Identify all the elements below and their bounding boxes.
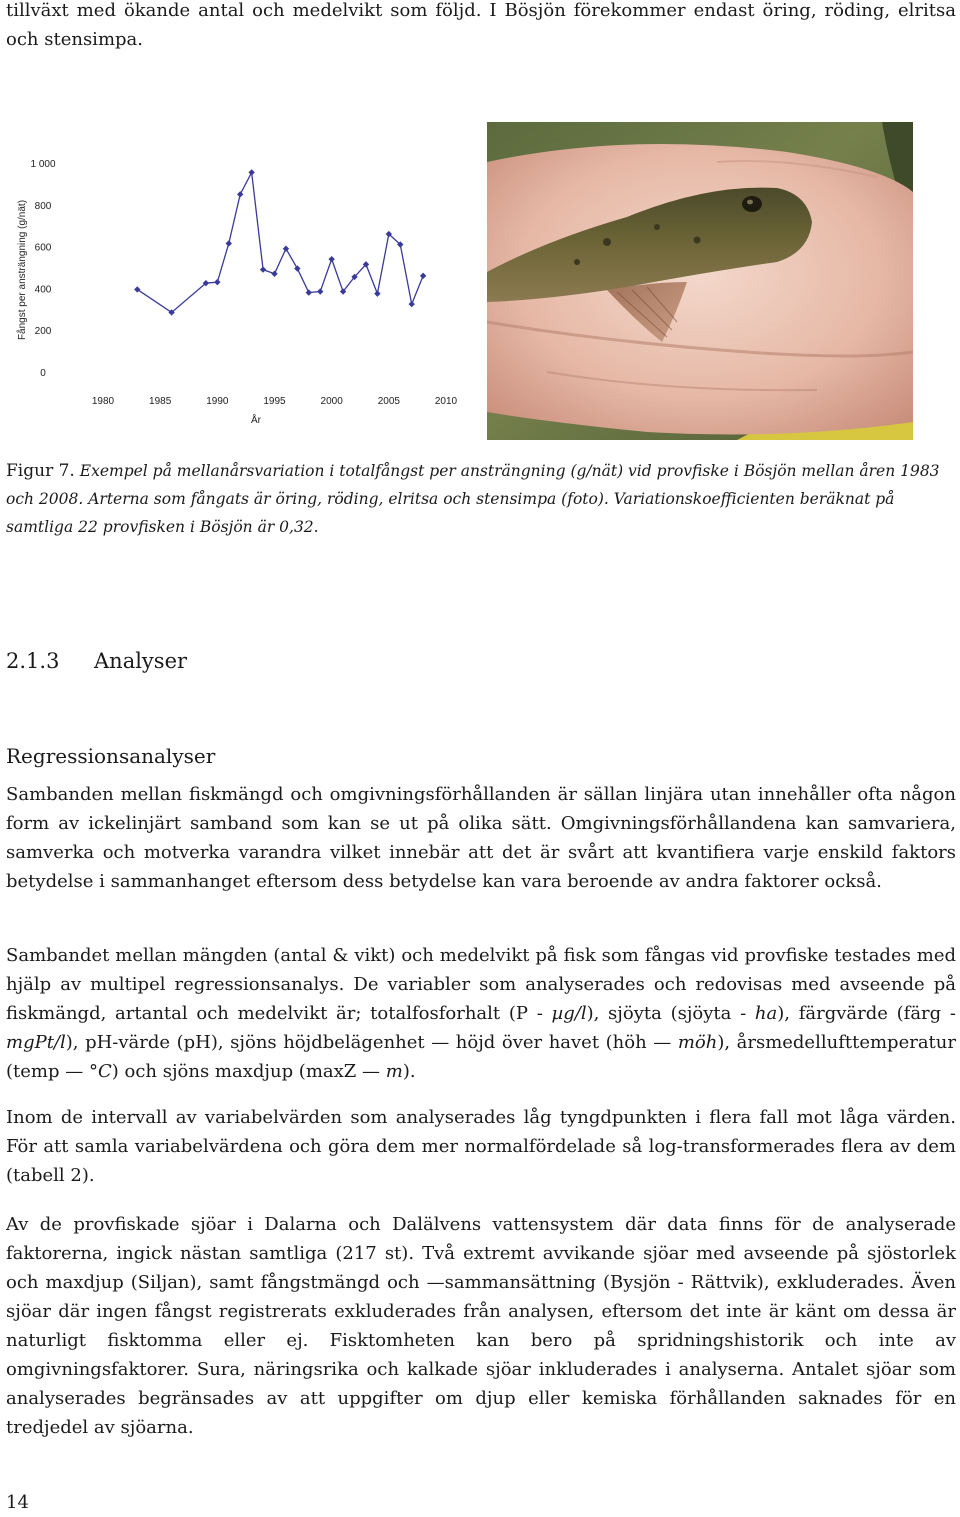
p2-text: Sambandet mellan mängden (antal & vikt) och medelvikt på fisk som fångas vid provfiske testades med hjälp av multipel regressionsanalys. De variabler som analyserades och redovisas med avseende på fiskmängd, artantal och medelvikt är; totalfosforhalt (P - [6,945,956,1024]
x-tick-label: 2005 [377,396,400,407]
catch-chart-svg [0,140,470,440]
x-tick-label: 2000 [320,396,343,407]
intro-paragraph: tillväxt med ökande antal och medelvikt som följd. I Bösjön förekommer endast öring, röding, elritsa och stensimpa. [6,0,956,50]
y-tick-label: 1 000 [30,159,56,170]
paragraph-2 [6,941,956,1086]
y-tick-label: 200 [34,326,52,338]
p2-text: ), sjöyta (sjöyta - [586,1003,755,1024]
data-point [248,169,254,175]
x-tick-label: 1990 [206,396,229,407]
data-point [271,271,277,277]
p2-text: ) och sjöns maxdjup (maxZ — [111,1061,386,1082]
catch-chart [0,140,470,440]
section-number: 2.1.3 [6,649,60,673]
section-title: Analyser [94,649,188,673]
figure-label: Figur 7. [6,461,75,481]
p2-unit: mgPt/l [6,1032,66,1053]
paragraph-3: Inom de intervall av variabelvärden som analyserades låg tyngdpunkten i flera fall mot låga värden. För att samla variabelvärdena och göra dem mer normalfördelade så log-transformerades flera av dem (tabell 2). [6,1107,956,1186]
data-point [374,290,380,296]
p2-text: ). [402,1061,416,1082]
y-tick-label: 600 [34,242,52,254]
p2-text: ), årsmedellufttemperatur (temp — [6,1032,956,1082]
fish-in-hand-photo [487,122,913,440]
section-heading [6,649,187,673]
data-point [420,273,426,279]
data-point [317,288,323,294]
data-point [328,256,334,262]
p2-unit: °C [88,1061,112,1082]
data-point [283,245,289,251]
data-point [260,266,266,272]
p2-text: ), färgvärde (färg - [777,1003,956,1024]
x-tick-label: 2010 [434,396,458,407]
p2-unit: möh [677,1032,718,1053]
data-point [237,191,243,197]
p2-text: ), pH-värde (pH), sjöns höjdbelägenhet — höjd över havet (höh — [65,1032,678,1053]
figure-caption-text: Exempel på mellanårsvariation i totalfångst per ansträngning (g/nät) vid provfiske i Bösjön mellan åren 1983 och 2008. Arterna som fångats är öring, röding, elritsa och stensimpa (foto). Variationskoefficienten beräknat på samtliga 22 provfisken i Bösjön är 0,32. [6,462,940,536]
paragraph-1: Sambanden mellan fiskmängd och omgivningsförhållanden är sällan linjära utan innehåller ofta någon form av ickelinjärt samband som kan se ut på olika sätt. Omgivningsförhållandena kan samvariera, samverka och motverka varandra vilket innebär att det är svårt att kvantifiera varje enskild faktors betydelse i sammanhanget eftersom dess betydelse kan vara beroende av andra faktorer också. [6,784,956,892]
x-tick-label: 1980 [91,396,115,407]
subsection-heading: Regressionsanalyser [6,744,216,768]
data-point [226,240,232,246]
p2-unit: µg/l [551,1003,587,1024]
p2-unit: m [385,1061,403,1082]
data-point [214,279,220,285]
x-tick-label: 1995 [263,396,286,407]
data-point [409,301,415,307]
paragraph-4: Av de provfiskade sjöar i Dalarna och Dalälvens vattensystem där data finns för de analyserade faktorerna, ingick nästan samtliga (217 st). Två extremt avvikande sjöar med avseende på sjöstorlek och maxdjup (Siljan), samt fångstmängd och —sammansättning (Bysjön - Rättvik), exkluderades. Även sjöar där ingen fångst registrerats exkluderades från analysen, eftersom det inte är känt om dessa är naturligt fisktomma eller ej. Fisktomheten kan bero på spridningshistorik och inte av omgivningsfaktorer. Sura, näringsrika och kalkade sjöar inkluderades i analyserna. Antalet sjöar som analyserades begränsades av att uppgifter om djup eller kemiska förhållanden saknades för en tredjedel av sjöarna. [6,1214,956,1438]
y-tick-label: 0 [40,368,46,379]
y-tick-label: 400 [34,284,52,296]
figure-caption [6,457,956,541]
data-point [294,265,300,271]
x-tick-label: 1985 [149,396,172,407]
p2-unit: ha [754,1003,778,1024]
series-line [137,172,423,312]
y-axis-label: Fångst per ansträngning (g/nät) [17,199,28,341]
y-tick-label: 800 [34,200,52,212]
x-axis-label: År [251,415,261,426]
page-number: 14 [6,1492,29,1513]
data-point [306,289,312,295]
